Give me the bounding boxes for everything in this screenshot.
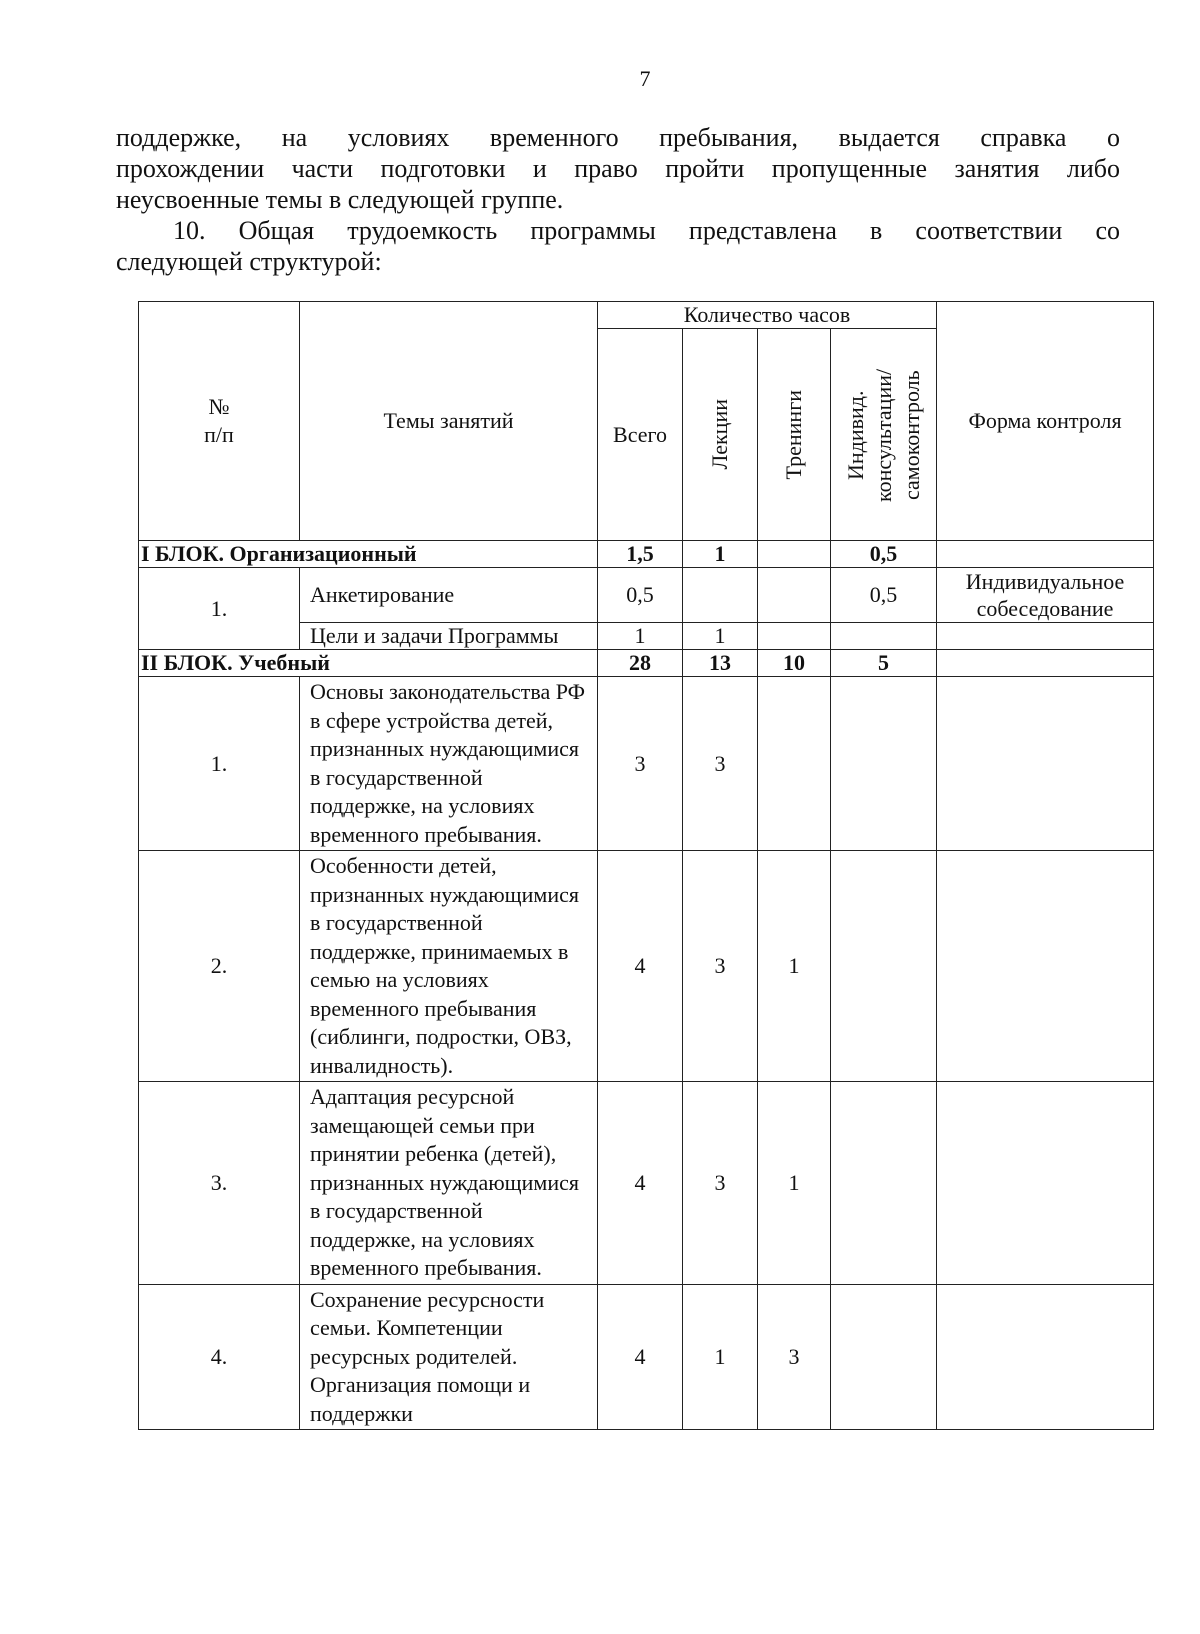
row-trainings <box>758 623 831 650</box>
row-topic: Цели и задачи Программы <box>300 623 598 650</box>
row-control <box>937 1284 1154 1430</box>
row-topic: Особенности детей, признанных нуждающимися в государственной поддержке, принимаемых в семью на условиях временного пребывания (сиблинги, подростки, ОВЗ, инвалидность). <box>300 851 598 1082</box>
row-num: 1. <box>139 677 300 851</box>
row-lectures <box>683 568 758 623</box>
row-trainings <box>758 568 831 623</box>
block-2-total: 28 <box>598 650 683 677</box>
row-individual <box>831 1082 937 1285</box>
header-lectures: Лекции <box>683 329 758 541</box>
section-10-line-2: следующей структурой: <box>116 247 382 276</box>
intro-line-1: поддержке, на условиях временного пребывания, выдается справка о <box>116 123 1120 152</box>
block-2-row <box>139 650 1154 677</box>
row-lectures: 3 <box>683 851 758 1082</box>
block-2-trainings: 10 <box>758 650 831 677</box>
header-total: Всего <box>598 329 683 541</box>
row-individual <box>831 851 937 1082</box>
row-individual <box>831 1284 937 1430</box>
row-topic: Основы законодательства РФ в сфере устройства детей, признанных нуждающимися в государственной поддержке, на условиях временного пребывания. <box>300 677 598 851</box>
row-num: 4. <box>139 1284 300 1430</box>
block-1-row <box>139 541 1154 568</box>
table-row <box>139 677 1154 851</box>
intro-line-2: прохождении части подготовки и право пройти пропущенные занятия либо <box>116 154 1120 183</box>
section-10-line-1: 10. Общая трудоемкость программы представлена в соответствии со <box>173 216 1120 245</box>
row-total: 4 <box>598 851 683 1082</box>
row-trainings: 1 <box>758 851 831 1082</box>
row-control: Индивидуальное собеседование <box>937 568 1154 623</box>
row-control <box>937 623 1154 650</box>
program-structure-table <box>138 301 1154 1430</box>
header-row-1 <box>139 302 1154 329</box>
table-row <box>139 851 1154 1082</box>
block-2-title: II БЛОК. Учебный <box>139 650 598 677</box>
row-total: 3 <box>598 677 683 851</box>
row-individual <box>831 623 937 650</box>
row-control <box>937 1082 1154 1285</box>
block-1-control <box>937 541 1154 568</box>
row-total: 0,5 <box>598 568 683 623</box>
row-topic: Сохранение ресурсности семьи. Компетенции ресурсных родителей. Организация помощи и поддержки <box>300 1284 598 1430</box>
header-num: № п/п <box>139 302 300 541</box>
table-row <box>139 568 1154 623</box>
table-row <box>139 1284 1154 1430</box>
row-trainings <box>758 677 831 851</box>
row-trainings: 1 <box>758 1082 831 1285</box>
row-lectures: 3 <box>683 1082 758 1285</box>
header-control: Форма контроля <box>937 302 1154 541</box>
block-1-lectures: 1 <box>683 541 758 568</box>
row-lectures: 3 <box>683 677 758 851</box>
row-lectures: 1 <box>683 1284 758 1430</box>
block-2-lectures: 13 <box>683 650 758 677</box>
row-individual: 0,5 <box>831 568 937 623</box>
row-topic: Адаптация ресурсной замещающей семьи при принятии ребенка (детей), признанных нуждающимися в государственной поддержке, на условиях временного пребывания. <box>300 1082 598 1285</box>
header-trainings: Тренинги <box>758 329 831 541</box>
block-1-individual: 0,5 <box>831 541 937 568</box>
row-num: 1. <box>139 568 300 650</box>
row-trainings: 3 <box>758 1284 831 1430</box>
row-num: 3. <box>139 1082 300 1285</box>
row-control <box>937 677 1154 851</box>
block-1-total: 1,5 <box>598 541 683 568</box>
header-topics: Темы занятий <box>300 302 598 541</box>
block-1-trainings <box>758 541 831 568</box>
row-individual <box>831 677 937 851</box>
header-individual: Индивид. консультации/ самоконтроль <box>831 329 937 541</box>
table-row <box>139 1082 1154 1285</box>
row-control <box>937 851 1154 1082</box>
header-hours: Количество часов <box>598 302 937 329</box>
block-2-individual: 5 <box>831 650 937 677</box>
page-number: 7 <box>639 66 651 91</box>
row-total: 1 <box>598 623 683 650</box>
row-total: 4 <box>598 1284 683 1430</box>
block-2-control <box>937 650 1154 677</box>
row-num: 2. <box>139 851 300 1082</box>
row-topic: Анкетирование <box>300 568 598 623</box>
row-total: 4 <box>598 1082 683 1285</box>
row-lectures: 1 <box>683 623 758 650</box>
intro-line-3: неусвоенные темы в следующей группе. <box>116 185 564 214</box>
block-1-title: I БЛОК. Организационный <box>139 541 598 568</box>
